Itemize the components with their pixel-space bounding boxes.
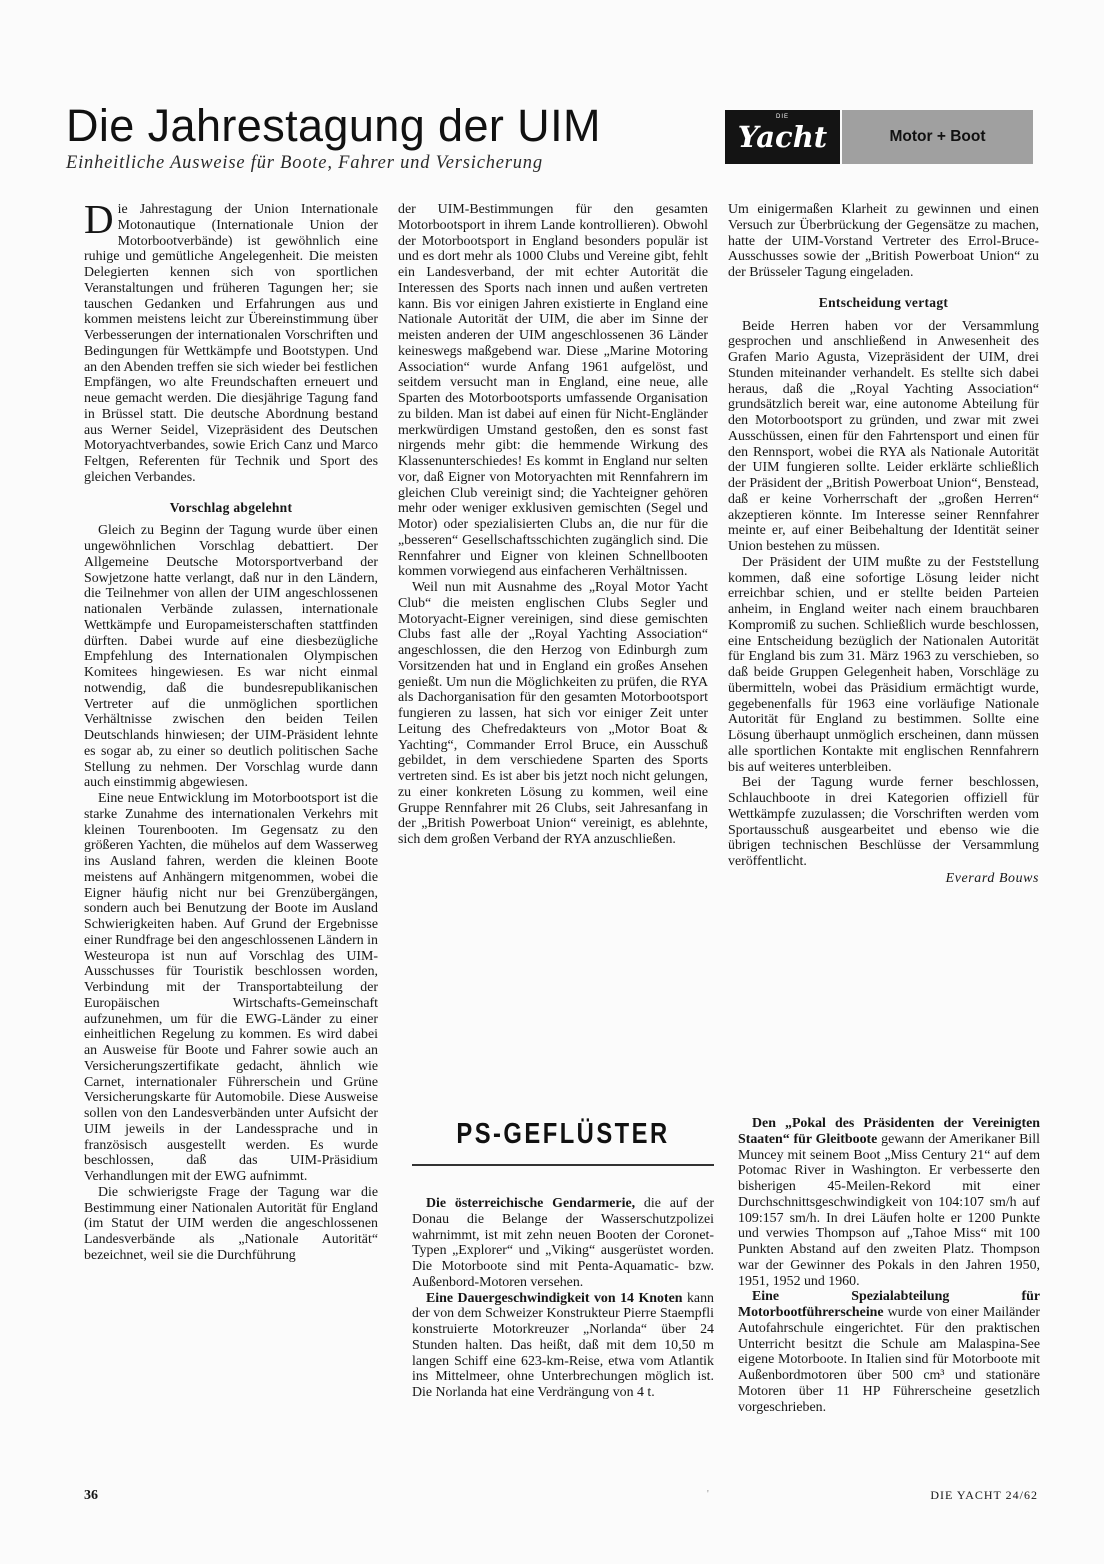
paragraph: der UIM-Bestimmungen für den gesamten Motorbootsport in ihrem Lande kontrollieren). Obwohl der Motorbootsport in England besonders populär ist und es dort mehr als 1000 Clubs und Vereine gibt, fehlt ein Landesverband, der mit echter Autorität die Interessen des Sports nach innen und außen vertreten kann. Bis vor einigen Jahren existierte in England eine Nationale Autorität der UIM, die aber im Sinne der meisten anderen der UIM angeschlossenen 36 Länder keineswegs maßgebend war. Diese „Marine Motoring Association“ wurde Anfang 1961 aufgelöst, und seitdem versucht man in England, eine neue, alle Sparten des Motorbootsports umfassende Organisation zu bilden. Man ist dabei auf einen für Nicht-Engländer merkwürdigen Umstand gestoßen, den es sonst fast nirgends mehr gibt: die hemmende Wirkung des Klassenunterschiedes! Es kommt in England nur selten vor, daß Eigner von Motoryachten mit Rennfahrern im gleichen Club vereinigt sind; die Yachteigner gehören mehr oder weniger exklusiven gemischten (Segel und Motor) oder spezialisierten Clubs an, die nur für die „besseren“ Gesellschaftsschichten zugänglich sind. Die Rennfahrer und Eigner von kleinen Schnellbooten kommen vorwiegend aus einfacheren Verhältnissen.: [398, 202, 708, 580]
paragraph: Eine neue Entwicklung im Motorbootsport ist die starke Zunahme des internationalen Verkehrs mit kleinen Tourenbooten. Im Gegensatz zu den größeren Yachten, die mühelos auf dem Wasserweg ins Ausland fahren, werden die kleinen Boote meistens auf Anhängern mitgenommen, wobei die Eigner häufig nicht nur bei Grenzübergängen, sondern auch bei Benutzung der Boote im Ausland Schwierigkeiten haben. Auf Grund der Ergebnisse einer Rundfrage bei den angeschlossenen Ländern in Westeuropa ist nun auf Vorschlag des UIM-Ausschusses für Touristik beschlossen worden, Verbindung mit der Transportabteilung der Europäischen Wirtschafts-Gemeinschaft aufzunehmen, um für die EWG-Länder zu einer einheitlichen Regelung zu kommen. Es wird dabei an Ausweise für Boote und Fahrer sowie auch an Versicherungszertifikate gedacht, ähnlich wie Carnet, internationaler Führerschein und Grüne Versicherungskarte für Automobile. Diese Ausweise sollen von den Landesverbänden unter Aufsicht der UIM jeweils in der Landessprache und in französisch ausgestellt werden. Es wurde beschlossen, daß das UIM-Präsidium Verhandlungen mit der EWG aufnimmt.: [84, 791, 378, 1184]
article-headline: Die Jahrestagung der UIM: [66, 100, 601, 151]
ps-column-right: [738, 1116, 1040, 1415]
drop-cap: D: [84, 196, 114, 242]
intro-text: ie Jahrestagung der Union Internationale Motonautique (Internationale Union der Motorbootverbände) ist gewöhnlich eine ruhige und gemütliche Angelegenheit. Die meisten Delegierten kennen sich von sportlichen Veranstaltungen und früheren Tagungen her; sie tauschen Gedanken und Erfahrungen aus und kommen meistens leicht zur Übereinstimmung über Verbesserungen der internationalen Vorschriften und Bedingungen für Wettkämpfe und Bootstypen. Und an den Abenden treffen sie sich wieder bei festlichen Empfängen, wo alte Freundschaften erneuert und neue gemacht werden. Die diesjährige Tagung fand in Brüssel statt. Die deutsche Abordnung bestand aus Werner Seidel, Vizepräsident des Deutschen Motoryachtverbandes, sowie Erich Canz und Marco Feltgen, Referenten für Technik und Sport des gleichen Verbandes.: [84, 202, 378, 485]
ps-column-left: [412, 1196, 714, 1401]
ps-item-lead: Den „Pokal des Präsidenten der Vereinigten Staaten“ für Gleitboote: [738, 1116, 1040, 1147]
paragraph: Beide Herren haben vor der Versammlung gesprochen und anschließend in Anwesenheit des Grafen Mario Agusta, Vizepräsident der UIM, drei Stunden miteinander verhandelt. Es stellte sich dabei heraus, daß die „Royal Yachting Association“ grundsätzlich bereit war, eine autonome Abteilung für den Motorbootsport zu gründen, und zwar mit zwei Ausschüssen, einen für den Fahrtensport und einen für den Rennsport, wobei die RYA als Nationale Autorität der UIM fungieren sollte. Leider erklärte schließlich der Präsident der „British Powerboat Union“, Benstead, daß er keine Vorherrschaft der „großen Herren“ akzeptieren könnte. Im Interesse seiner Rennfahrer meinte er, auf einer Beibehaltung der Identität seiner Union bestehen zu müssen.: [728, 318, 1039, 554]
footer-mark: ': [707, 1489, 709, 1500]
author-byline: Everard Bouws: [945, 870, 1039, 886]
page-number: 36: [84, 1488, 98, 1503]
article-subheadline: Einheitliche Ausweise für Boote, Fahrer und Versicherung: [66, 153, 543, 173]
subheading-entscheidung: Entscheidung vertagt: [818, 294, 949, 310]
ps-heading: PS-GEFLÜSTER: [456, 1118, 670, 1150]
paragraph: Gleich zu Beginn der Tagung wurde über einen ungewöhnlichen Vorschlag debattiert. Der Allgemeine Deutsche Motorsportverband der Sowjetzone hatte verlangt, daß nur in den Ländern, die Teilnehmer von allen der UIM angeschlossenen nationalen Verbände zulassen, internationale Wettkämpfe und Europameisterschaften stattfinden dürften. Dabei wurde auf eine diesbezügliche Empfehlung des Internationalen Olympischen Komitees hingewiesen. Es war nicht einmal notwendig, daß die bundesrepublikanischen Vertreter auf die unmöglichen sportlichen Verhältnisse zwischen den beiden Teilen Deutschlands hinwiesen; der UIM-Präsident lehnte es sogar ab, zu einer so deutlich politischen Sache Stellung zu nehmen. Der Vorschlag wurde dann auch einstimmig abgewiesen.: [84, 523, 378, 791]
yacht-logo: [725, 110, 840, 164]
ps-item-lead: Die österreichische Gendarmerie,: [426, 1196, 636, 1211]
ps-item-lead: Eine Dauergeschwindigkeit von 14 Knoten: [426, 1290, 683, 1306]
paragraph: Um einigermaßen Klarheit zu gewinnen und einen Versuch zur Überbrückung der Gegensätze zu machen, hatte der UIM-Vorstand Vertreter des Errol-Bruce-Ausschusses sowie der „British Powerboat Union“ zu der Brüsseler Tagung eingeladen.: [728, 202, 1039, 280]
issue-folio: DIE YACHT 24/62: [930, 1488, 1038, 1502]
paragraph: Bei der Tagung wurde ferner beschlossen, Schlauchboote in drei Kategorien offiziell für Wettkämpfe zuzulassen; die Vorschriften werden vom Sportausschuß ausgearbeitet und ebenso wie die übrigen technischen Beschlüsse der Versammlung veröffentlicht.: [728, 775, 1039, 869]
section-band: [842, 110, 1033, 164]
section-label: Motor + Boot: [889, 128, 986, 145]
paragraph: Weil nun mit Ausnahme des „Royal Motor Yacht Club“ die meisten englischen Clubs Segler und Motoryacht-Eigner vereinigen, sind diese gemischten Clubs fast alle der „Royal Yachting Association“ angeschlossen, die den Herzog von Edinburgh zum Vorsitzenden hat und in England ein großes Ansehen genießt. Um nun die Möglichkeiten zu prüfen, die RYA als Dachorganisation für den gesamten Motorbootsport fungieren zu lassen, hat sich vor einiger Zeit unter Leitung des Chefredakteurs von „Motor Boat & Yachting“, Commander Errol Bruce, ein Ausschuß gebildet, in dem verschiedene Sparten des Sports vertreten sind. Es ist aber bis jetzt noch nicht gelungen, zu einer konkreten Lösung zu kommen, weil eine Gruppe Rennfahrer mit 26 Clubs, seit Jahresanfang in der „British Powerboat Union“ vereinigt, es ablehnte, sich dem großen Verband der RYA anzuschließen.: [398, 580, 708, 847]
logo-die-text: DIE: [775, 114, 789, 120]
ps-item-text: kann der von dem Schweizer Konstrukteur Pierre Staempfli konstruierte Motorkreuzer „Norlanda“ über 24 Stunden halten. Das heißt, daß mit dem 10,50 m langen Schiff eine 623-km-Reise, etwa vom Atlantik ins Mittelmeer, ohne Unterbrechungen möglich ist. Die Norlanda hat eine Verdrängung von 4 t.: [412, 1290, 714, 1400]
ps-item: [738, 1289, 1040, 1415]
ps-item: [412, 1291, 714, 1401]
ps-item: [412, 1196, 714, 1291]
logo-brand-text: Yacht: [737, 120, 828, 154]
subheading-vorschlag: Vorschlag abgelehnt: [169, 499, 293, 515]
article-intro: [84, 196, 378, 486]
article-column-3: [728, 202, 1039, 887]
ps-item: [738, 1116, 1040, 1289]
ps-item-text: die auf der Donau die Belange der Wasserschutzpolizei wahrnimmt, ist mit zehn neuen Booten der Coronet-Typen „Explorer“ und „Viking“ ausgerüstet worden. Die Motorboote sind mit Penta-Aquamatic- bzw. Außenbord-Motoren versehen.: [412, 1196, 714, 1290]
ps-item-text: gewann der Amerikaner Bill Muncey mit seinem Boot „Miss Century 21“ auf dem Potomac River in Washington. Er verbesserte den bisherigen 45-Meilen-Rekord mit einer Durchschnittsgeschwindigkeit von 104:107 sm/h auf 109:157 sm/h. In drei Läufen holte er 1200 Punkte und verwies Thompson auf „Tahoe Miss“ mit 100 Punkten Abstand auf den zweiten Platz. Thompson war der Gewinner des Pokals in den Jahren 1950, 1951, 1952 und 1960.: [738, 1131, 1040, 1289]
article-column-2: [398, 202, 708, 848]
ps-item-lead: Eine Spezialabteilung für Motorbootführerscheine: [738, 1289, 1040, 1320]
ps-divider: [412, 1164, 714, 1166]
paragraph: Der Präsident der UIM mußte zu der Feststellung kommen, daß eine sofortige Lösung leider nicht erreichbar schien, und er stellte beiden Parteien anheim, in England weiter nach einem brauchbaren Kompromiß zu suchen. Schließlich wurde beschlossen, eine Entscheidung bezüglich der Nationalen Autorität für England bis zum 31. März 1963 zu verschieben, so daß beide Gruppen Gelegenheit haben, Vorschläge zu übermitteln, wobei das Präsidium ermächtigt wurde, gegebenenfalls für 1963 eine vorläufige Nationale Autorität für England zu bestimmen. Sollte eine Lösung überhaupt unmöglich erscheinen, dann müssen alle sportlichen Kontakte mit englischen Rennfahrern bis auf weiteres unterbleiben.: [728, 554, 1039, 775]
article-column-1: [84, 196, 378, 1264]
paragraph: Die schwierigste Frage der Tagung war die Bestimmung einer Nationalen Autorität für England (im Statut der UIM werden die angeschlossenen Landesverbände als „Nationale Autorität“ bezeichnet, weil sie die Durchführung: [84, 1184, 378, 1263]
ps-item-text: wurde von einer Mailänder Autofahrschule eingerichtet. Für den praktischen Unterricht besitzt die Schule am Malaspina-See eigene Motorboote. In Italien sind für Motorboote mit Außenbordmotoren über 500 cm³ und stationäre Motoren über 11 HP Führerscheine gesetzlich vorgeschrieben.: [738, 1305, 1040, 1415]
